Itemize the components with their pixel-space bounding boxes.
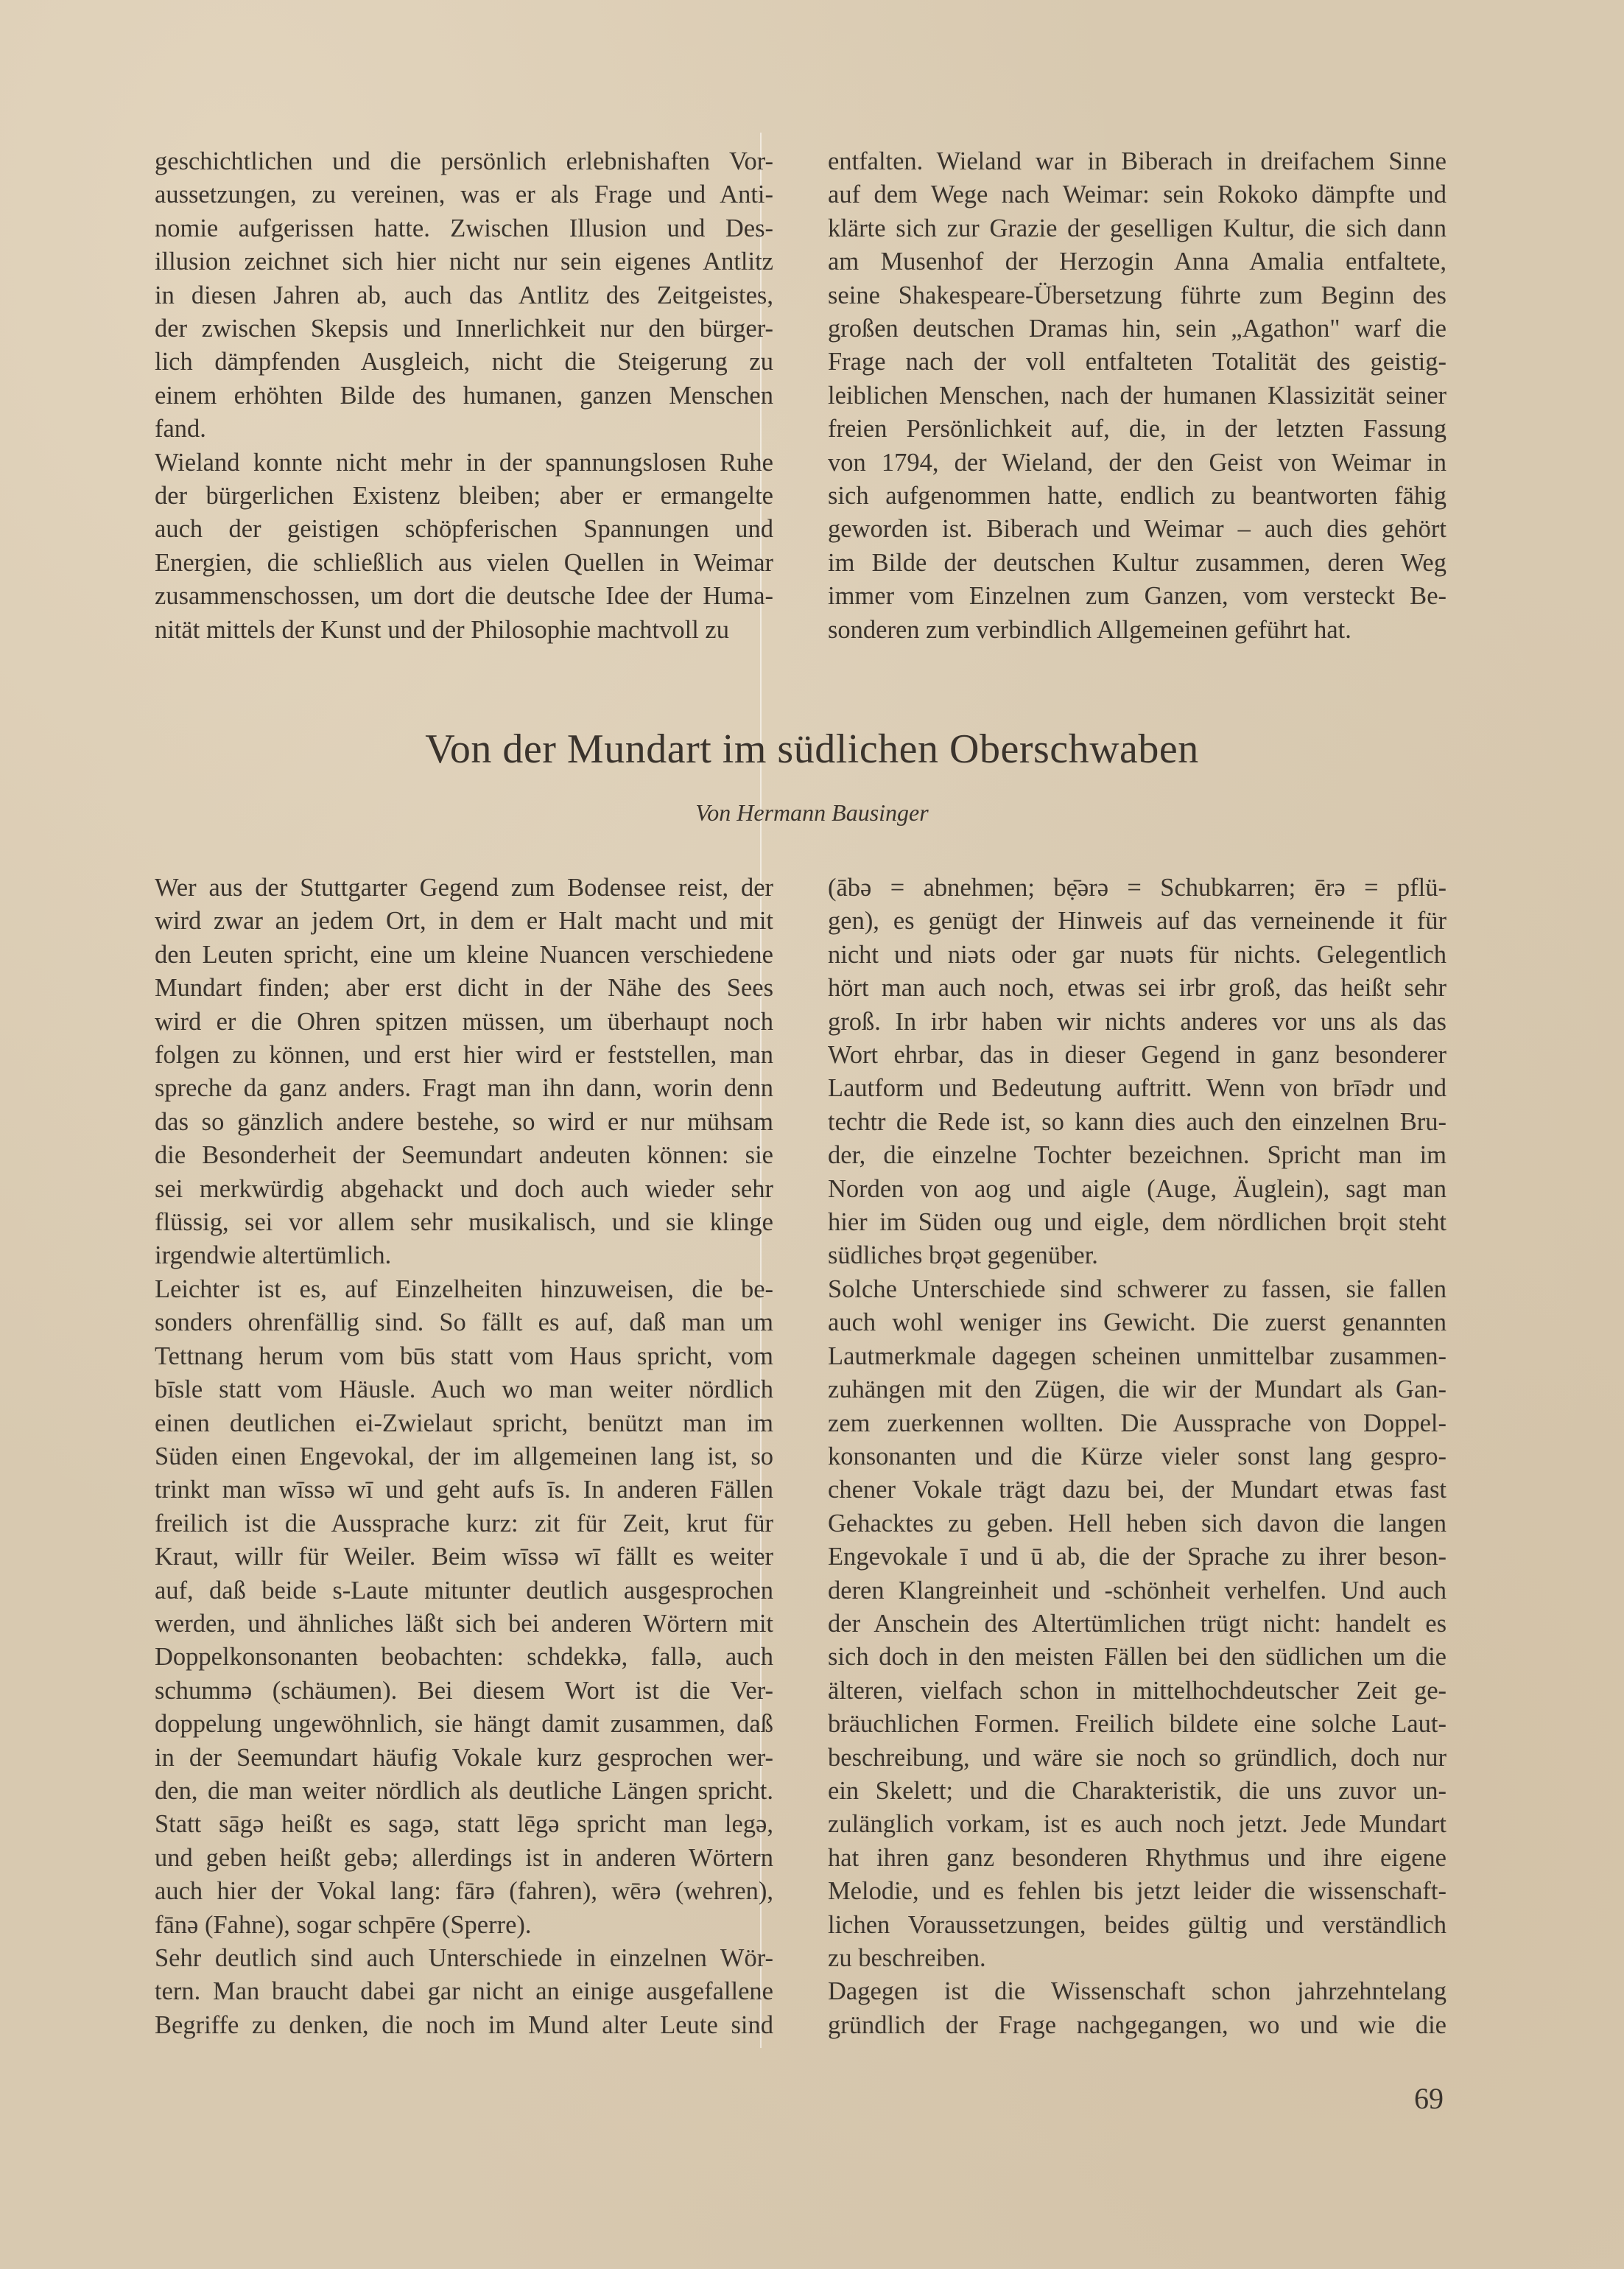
text-line: zem zuerkennen wollten. Die Aussprache von Doppel- (828, 1409, 1447, 1437)
text-line: Energien, die schließlich aus vielen Quellen in Weimar (155, 548, 773, 577)
text-line: zu beschreiben. (828, 1944, 986, 1972)
text-line: auch wohl weniger ins Gewicht. Die zuerst genannten (828, 1308, 1447, 1337)
text-line: einen deutlichen ei-Zwielaut spricht, benützt man im (155, 1409, 773, 1437)
text-line: in diesen Jahren ab, auch das Antlitz des Zeitgeistes, (155, 281, 773, 309)
text-line: Süden einen Engevokal, der im allgemeinen lang ist, so (155, 1442, 773, 1470)
text-line: Leichter ist es, auf Einzelheiten hinzuweisen, die be- (155, 1274, 773, 1303)
text-line: der zwischen Skepsis und Innerlichkeit nur den bürger- (155, 315, 773, 343)
text-line: auf, daß beide s-Laute mitunter deutlich ausgesprochen (155, 1576, 773, 1605)
text-line: Begriffe zu denken, die noch im Mund alter Leute sind (155, 2010, 773, 2039)
text-line: der, die einzelne Tochter bezeichnen. Spricht man im (828, 1141, 1447, 1170)
text-line: geworden ist. Biberach und Weimar – auch dies gehört (828, 515, 1447, 544)
text-line: wird zwar an jedem Ort, in dem er Halt macht und mit (155, 907, 773, 936)
text-line: Wer aus der Stuttgarter Gegend zum Bodensee reist, der (155, 874, 773, 902)
text-line: fand. (155, 415, 206, 443)
text-line: tern. Man braucht dabei gar nicht an einige ausgefallene (155, 1977, 773, 2006)
text-line: älteren, vielfach schon in mittelhochdeutscher Zeit ge- (828, 1676, 1447, 1705)
text-line: ein Skelett; und die Charakteristik, die uns zuvor un- (828, 1776, 1447, 1805)
text-line: Wieland konnte nicht mehr in der spannungslosen Ruhe (155, 448, 773, 477)
previous-article-right-column (828, 145, 1447, 647)
text-line: Kraut, willr für Weiler. Beim wīssə wī fällt es weiter (155, 1543, 773, 1571)
text-line: im Bilde der deutschen Kultur zusammen, deren Weg (828, 548, 1447, 577)
text-line: Gehacktes zu geben. Hell heben sich davon die langen (828, 1509, 1447, 1537)
text-line: Melodie, und es fehlen bis jetzt leider die wissenschaft- (828, 1877, 1447, 1906)
article-byline: Von Hermann Bausinger (695, 799, 929, 826)
text-line: trinkt man wīssə wī und geht aufs īs. In anderen Fällen (155, 1476, 773, 1504)
text-line: lich dämpfenden Ausgleich, nicht die Steigerung zu (155, 348, 773, 376)
text-line: zuhängen mit den Zügen, die wir der Mundart als Gan- (828, 1375, 1447, 1404)
text-line: konsonanten und die Kürze vieler sonst lang gespro- (828, 1442, 1447, 1470)
text-line: sich aufgenommen hatte, endlich zu beantworten fähig (828, 482, 1447, 511)
text-line: gründlich der Frage nachgegangen, wo und wie die (828, 2010, 1447, 2039)
text-line: klärte sich zur Grazie der geselligen Kultur, die sich dann (828, 214, 1447, 242)
text-line: leiblichen Menschen, nach der humanen Klassizität seiner (828, 381, 1447, 410)
text-line: nität mittels der Kunst und der Philosophie machtvoll zu (155, 615, 729, 644)
text-line: das so gänzlich andere bestehe, so wird er nur mühsam (155, 1107, 773, 1136)
text-line: großen deutschen Dramas hin, sein „Agathon" warf die (828, 315, 1447, 343)
text-line: immer vom Einzelnen zum Ganzen, vom versteckt Be- (828, 582, 1447, 611)
text-line: freien Persönlichkeit auf, die, in der letzten Fassung (828, 415, 1447, 443)
text-line: Engevokale ī und ū ab, die der Sprache zu ihrer beson- (828, 1543, 1447, 1571)
text-line: lichen Voraussetzungen, beides gültig und verständlich (828, 1910, 1447, 1939)
text-line: seine Shakespeare-Übersetzung führte zum Beginn des (828, 281, 1447, 309)
text-line: Mundart finden; aber erst dicht in der Nähe des Sees (155, 974, 773, 1003)
text-line: den, die man weiter nördlich als deutliche Längen spricht. (155, 1776, 773, 1805)
text-line: den Leuten spricht, eine um kleine Nuancen verschiedene (155, 940, 773, 969)
text-line: bīsle statt vom Häusle. Auch wo man weiter nördlich (155, 1375, 773, 1404)
text-line: in der Seemundart häufig Vokale kurz gesprochen wer- (155, 1743, 773, 1772)
text-line: wird er die Ohren spitzen müssen, um überhaupt noch (155, 1007, 773, 1036)
text-line: gen), es genügt der Hinweis auf das verneinende it für (828, 907, 1447, 936)
text-line: fānə (Fahne), sogar schpēre (Sperre). (155, 1910, 532, 1939)
text-line: hört man auch noch, etwas sei irbr groß, das heißt sehr (828, 974, 1447, 1003)
text-line: flüssig, sei vor allem sehr musikalisch, und sie klinge (155, 1208, 773, 1237)
text-line: Lautform und Bedeutung auftritt. Wenn von brīədr und (828, 1074, 1447, 1103)
text-line: sonders ohrenfällig sind. So fällt es auf, daß man um (155, 1308, 773, 1337)
text-line: entfalten. Wieland war in Biberach in dreifachem Sinne (828, 147, 1447, 175)
text-line: sei merkwürdig abgehackt und doch auch wieder sehr (155, 1174, 773, 1203)
text-line: einem erhöhten Bilde des humanen, ganzen Menschen (155, 381, 773, 410)
article-right-column (828, 872, 1447, 2042)
text-line: Frage nach der voll entfalteten Totalität des geistig- (828, 348, 1447, 376)
text-line: Norden von aog und aigle (Auge, Äuglein), sagt man (828, 1174, 1447, 1203)
article-left-column (155, 872, 773, 2042)
text-line: freilich ist die Aussprache kurz: zit für Zeit, krut für (155, 1509, 773, 1537)
text-line: geschichtlichen und die persönlich erlebnishaften Vor- (155, 147, 773, 175)
text-line: von 1794, der Wieland, der den Geist von Weimar in (828, 448, 1447, 477)
text-line: auf dem Wege nach Weimar: sein Rokoko dämpfte und (828, 180, 1447, 209)
text-line: Lautmerkmale dagegen scheinen unmittelbar zusammen- (828, 1342, 1447, 1370)
text-line: Solche Unterschiede sind schwerer zu fassen, sie fallen (828, 1274, 1447, 1303)
text-line: werden, und ähnliches läßt sich bei anderen Wörtern mit (155, 1609, 773, 1638)
text-line: zusammenschossen, um dort die deutsche Idee der Huma- (155, 582, 773, 611)
text-line: Sehr deutlich sind auch Unterschiede in einzelnen Wör- (155, 1944, 773, 1972)
text-line: der bürgerlichen Existenz bleiben; aber er ermangelte (155, 482, 773, 511)
text-line: doppelung ungewöhnlich, sie hängt damit zusammen, daß (155, 1710, 773, 1739)
text-line: und geben heißt gebə; allerdings ist in anderen Wörtern (155, 1843, 773, 1872)
text-line: illusion zeichnet sich hier nicht nur sein eigenes Antlitz (155, 248, 773, 276)
text-line: sonderen zum verbindlich Allgemeinen geführt hat. (828, 615, 1351, 644)
text-line: nomie aufgerissen hatte. Zwischen Illusion und Des- (155, 214, 773, 242)
text-line: beschreibung, und wäre sie noch so gründlich, doch nur (828, 1743, 1447, 1772)
text-line: die Besonderheit der Seemundart andeuten können: sie (155, 1141, 773, 1170)
text-line: nicht und niəts oder gar nuəts für nichts. Gelegentlich (828, 940, 1447, 969)
text-line: sich doch in den meisten Fällen bei den südlichen um die (828, 1643, 1447, 1672)
text-line: südliches brǫət gegenüber. (828, 1241, 1098, 1270)
text-line: am Musenhof der Herzogin Anna Amalia entfaltete, (828, 248, 1447, 276)
text-line: der Anschein des Altertümlichen trügt nicht: handelt es (828, 1609, 1447, 1638)
text-line: aussetzungen, zu vereinen, was er als Frage und Anti- (155, 180, 773, 209)
text-line: hat ihren ganz besonderen Rhythmus und ihre eigene (828, 1843, 1447, 1872)
text-line: hier im Süden oug und eigle, dem nördlichen brǫit steht (828, 1208, 1447, 1237)
text-line: Dagegen ist die Wissenschaft schon jahrzehntelang (828, 1977, 1447, 2006)
text-line: groß. In irbr haben wir nichts anderes vor uns als das (828, 1007, 1447, 1036)
text-line: deren Klangreinheit und -schönheit verhelfen. Und auch (828, 1576, 1447, 1605)
text-line: zulänglich vorkam, ist es auch noch jetzt. Jede Mundart (828, 1810, 1447, 1839)
text-line: auch der geistigen schöpferischen Spannungen und (155, 515, 773, 544)
text-line: chener Vokale trägt dazu bei, der Mundart etwas fast (828, 1476, 1447, 1504)
page-number: 69 (1414, 2082, 1444, 2115)
previous-article-left-column (155, 145, 773, 647)
text-line: schummə (schäumen). Bei diesem Wort ist die Ver- (155, 1676, 773, 1705)
text-line: auch hier der Vokal lang: fārə (fahren), wērə (wehren), (155, 1877, 773, 1906)
text-line: folgen zu können, und erst hier wird er feststellen, man (155, 1041, 773, 1070)
text-line: Wort ehrbar, das in dieser Gegend in ganz besonderer (828, 1041, 1447, 1070)
text-line: bräuchlichen Formen. Freilich bildete eine solche Laut- (828, 1710, 1447, 1739)
article-title: Von der Mundart im südlichen Oberschwaben (425, 726, 1199, 772)
text-line: spreche da ganz anders. Fragt man ihn dann, worin denn (155, 1074, 773, 1103)
text-line: irgendwie altertümlich. (155, 1241, 392, 1270)
text-line: Doppelkonsonanten beobachten: schdekkə, fallə, auch (155, 1643, 773, 1672)
text-line: Tettnang herum vom būs statt vom Haus spricht, vom (155, 1342, 773, 1370)
text-line: (ābə = abnehmen; bẹ̄ərə = Schubkarren; ērə = pflü- (828, 874, 1447, 902)
text-line: Statt sāgə heißt es sagə, statt lēgə spricht man legə, (155, 1810, 773, 1839)
text-line: techtr die Rede ist, so kann dies auch den einzelnen Bru- (828, 1107, 1447, 1136)
